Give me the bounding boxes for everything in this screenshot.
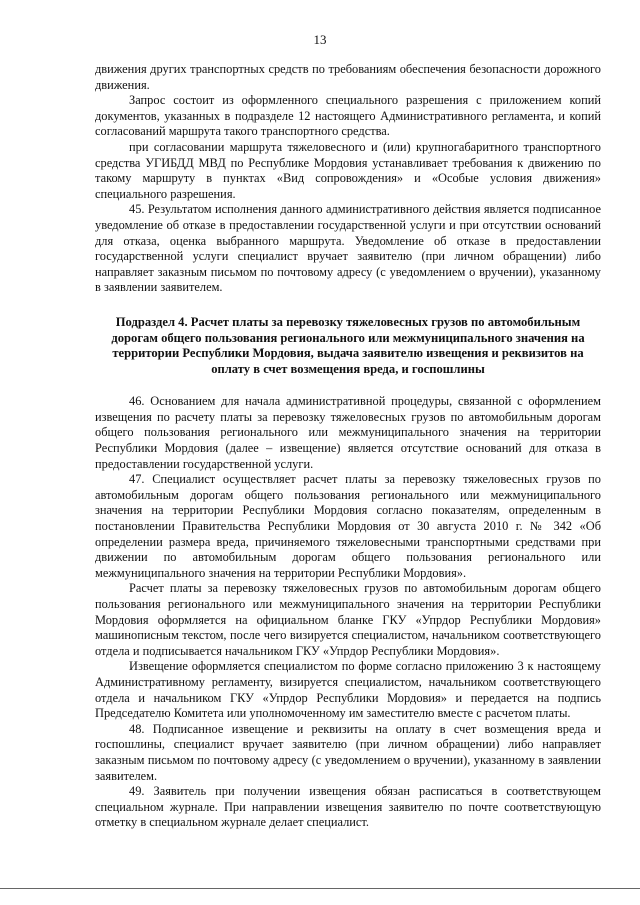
paragraph: Расчет платы за перевозку тяжеловесных грузов по автомобильным дорогам общего пользования регионального или межмуниципального значения на территории Республики Мордовия оформляется на официальном бланке ГКУ «Упрдор Республики Мордовия» машинописным текстом, после чего визируется специалистом, начальником соответствующего отдела и подписывается начальником ГКУ «Упрдор Республики Мордовия». xyxy=(95,581,601,658)
page-number: 13 xyxy=(313,32,327,47)
paragraph: при согласовании маршрута тяжеловесного и (или) крупногабаритного транспортного средства УГИБДД МВД по Республике Мордовия устанавливает требования к движению по такому маршруту в пунктах «Вид сопровождения» и «Особые условия движения» специального разрешения. xyxy=(95,139,601,201)
paragraph: 48. Подписанное извещение и реквизиты на оплату в счет возмещения вреда и госпошлины, специалист вручает заявителю (при личном обращении) либо направляет заказным письмом по почтовому адресу (с уведомлением о вручении), указанному в заявлении заявителем. xyxy=(95,721,601,783)
paragraph: Извещение оформляется специалистом по форме согласно приложению 3 к настоящему Административному регламенту, визируется специалистом, начальником соответствующего отдела и начальником ГКУ «Упрдор Республики Мордовия» и передается на подпись Председателю Комитета или уполномоченному им заместителю вместе с расчетом платы. xyxy=(95,659,601,721)
section-heading: Подраздел 4. Расчет платы за перевозку тяжеловесных грузов по автомобильным дорогам общего пользования регионального или межмуниципального значения на территории Республики Мордовия, выдача заявителю извещения и реквизитов на оплату в счет возмещения вреда, и госпошлины xyxy=(111,314,585,376)
paragraph: 45. Результатом исполнения данного административного действия является подписанное уведомление об отказе в предоставлении государственной услуги и при отсутствии оснований для отказа, оценка выбранного маршрута. Уведомление об отказе в предоставлении государственной услуги специалист вручает заявителю (при личном обращении) либо направляет заказным письмом по почтовому адресу (с уведомлением о вручении), указанному в заявлении заявителем. xyxy=(95,202,601,295)
paragraph: 49. Заявитель при получении извещения обязан расписаться в соответствующем специальном журнале. При направлении извещения заявителю по почте соответствующую отметку в специальном журнале делает специалист. xyxy=(95,784,601,830)
paragraph: 46. Основанием для начала административной процедуры, связанной с оформлением извещения по расчету платы за перевозку тяжеловесных грузов по автомобильным дорогам общего пользования регионального или межмуниципального значения на территории Республики Мордовия (далее – извещение) является отсутствие оснований для отказа в предоставлении государственной услуги. xyxy=(95,394,601,471)
footer-divider xyxy=(0,888,640,889)
paragraph: 47. Специалист осуществляет расчет платы за перевозку тяжеловесных грузов по автомобильным дорогам общего пользования регионального или межмуниципального значения на территории Республики Мордовия согласно показателям, определенным в постановлении Правительства Республики Мордовия от 30 августа 2010 г. № 342 «Об определении размера вреда, причиняемого тяжеловесными транспортными средствами при движении по автомобильным дорогам общего пользования регионального или межмуниципального значения на территории Республики Мордовия». xyxy=(95,472,601,580)
paragraph: движения других транспортных средств по требованиям обеспечения безопасности дорожного движения. xyxy=(95,62,601,92)
paragraph: Запрос состоит из оформленного специального разрешения с приложением копий документов, указанных в подразделе 12 настоящего Административного регламента, и копий согласований маршрута такого транспортного средства. xyxy=(95,93,601,139)
page-content xyxy=(95,62,601,831)
